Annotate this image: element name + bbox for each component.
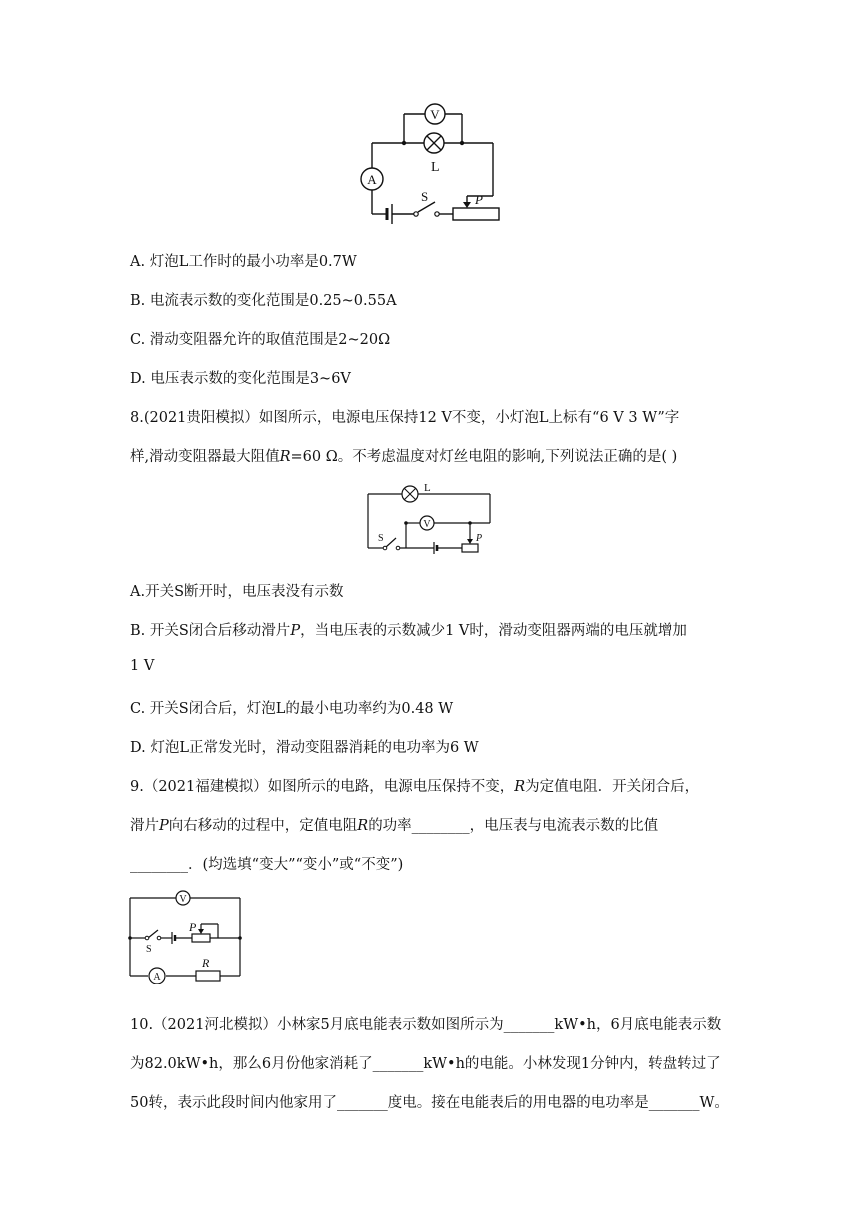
q8-stem-text-2: =60 Ω。不考虑温度对灯丝电阻的影响,下列说法正确的是( ) — [290, 449, 678, 465]
q9-text: 9.（2021福建模拟）如图所示的电路，电源电压保持不变， — [130, 779, 515, 795]
q8-option-b-text: B. 开关S闭合后移动滑片 — [130, 623, 291, 639]
q9-stem-line2 — [130, 814, 658, 835]
q7-option-b: B. 电流表示数的变化范围是0.25~0.55A — [130, 293, 397, 309]
q9-text-5: 的功率________，电压表与电流表示数的比值 — [368, 818, 659, 834]
q9-var-p: P — [159, 818, 169, 834]
q10-line3: 50转，表示此段时间内他家用了_______度电。接在电能表后的用电器的电功率是_______W。 — [130, 1095, 729, 1111]
circuit-diagram — [126, 888, 248, 984]
q8-option-d: D. 灯泡L正常发光时，滑动变阻器消耗的电功率为6 W — [130, 740, 479, 756]
resistor-label: R — [202, 956, 210, 970]
q8-option-b-text-2: ，当电压表的示数减少1 V时，滑动变阻器两端的电压就增加 — [300, 623, 687, 639]
slider-label: P — [189, 920, 197, 934]
q9-var-r: R — [514, 779, 526, 795]
q7-option-d: D. 电压表示数的变化范围是3~6V — [130, 371, 351, 387]
q8-option-b-line2: 1 V — [130, 658, 155, 674]
circuit-figure-q7 — [355, 98, 515, 228]
circuit-diagram — [355, 98, 515, 228]
voltmeter-label: V — [179, 894, 187, 905]
circuit-diagram — [362, 478, 502, 560]
q7-option-c: C. 滑动变阻器允许的取值范围是2~20Ω — [130, 332, 391, 348]
lamp-label: L — [424, 482, 431, 494]
q8-var-p: P — [290, 623, 301, 639]
circuit-figure-q8 — [362, 478, 502, 560]
ammeter-label: A — [367, 172, 377, 187]
circuit-figure-q9 — [126, 888, 248, 984]
voltmeter-label: V — [430, 107, 440, 122]
q8-option-c: C. 开关S闭合后，灯泡L的最小电功率约为0.48 W — [130, 701, 454, 717]
q8-stem-text: 样,滑动变阻器最大阻值 — [130, 449, 280, 465]
q9-text-4: 向右移动的过程中，定值电阻 — [168, 818, 358, 834]
lamp-label: L — [431, 160, 440, 175]
q10-line2: 为82.0kW•h，那么6月份他家消耗了_______kW•h的电能。小林发现1分钟内，转盘转过了 — [130, 1056, 721, 1072]
q8-var-r: R — [279, 449, 291, 465]
q8-option-b-line1 — [130, 619, 687, 640]
q9-var-r-2: R — [357, 818, 369, 834]
q9-text-2: 为定值电阻．开关闭合后， — [525, 779, 700, 795]
q8-option-a: A.开关S断开时，电压表没有示数 — [130, 584, 344, 600]
q8-stem-line1: 8.(2021贵阳模拟）如图所示，电源电压保持12 V不变，小灯泡L上标有“6 V 3 W”字 — [130, 410, 680, 426]
ammeter-label: A — [153, 972, 161, 983]
q8-stem-line2 — [130, 445, 677, 466]
q9-text-3: 滑片 — [130, 818, 159, 834]
switch-label: S — [378, 533, 384, 544]
voltmeter-label: V — [423, 519, 431, 530]
slider-label: P — [476, 533, 483, 544]
q9-stem-line1 — [130, 775, 699, 796]
slider-label: P — [475, 192, 483, 207]
q10-line1: 10.（2021河北模拟）小林家5月底电能表示数如图所示为_______kW•h，6月底电能表示数 — [130, 1017, 722, 1033]
switch-label: S — [146, 944, 152, 955]
q9-stem-line3: ________．(均选填“变大”“变小”或“不变”) — [130, 857, 404, 873]
q7-option-a: A. 灯泡L工作时的最小功率是0.7W — [130, 254, 357, 270]
switch-label: S — [421, 189, 429, 204]
